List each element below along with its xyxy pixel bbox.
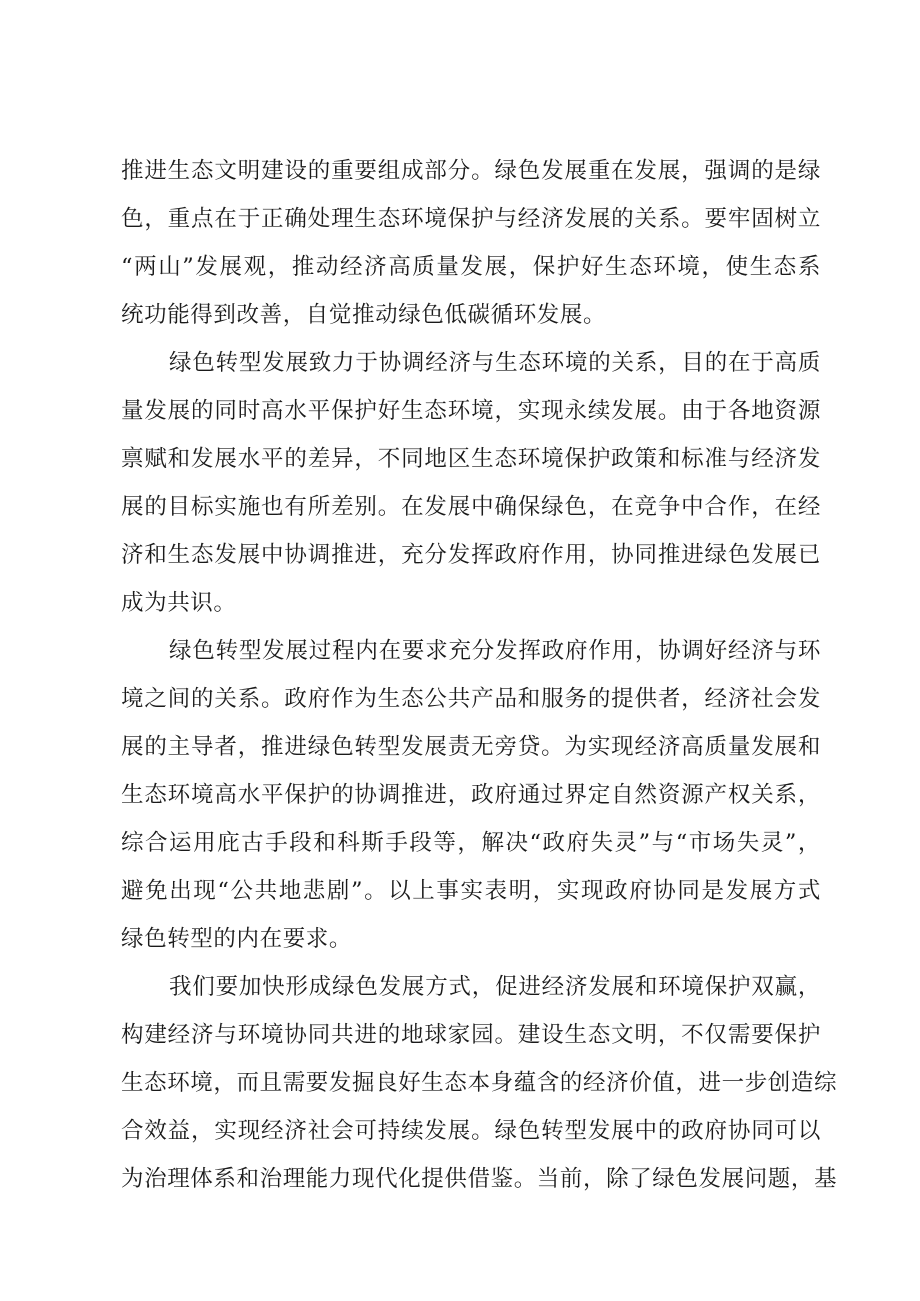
text-line: 推进生态文明建设的重要组成部分。绿色发展重在发展，强调的是绿 — [121, 158, 821, 184]
text-line: 绿色转型的内在要求。 — [121, 926, 353, 952]
text-line: 综合运用庇古手段和科斯手段等，解决“政府失灵”与“市场失灵”， — [121, 830, 821, 856]
text-line: 禀赋和发展水平的差异，不同地区生态环境保护政策和标准与经济发 — [121, 446, 821, 472]
text-line: 绿色转型发展过程内在要求充分发挥政府作用，协调好经济与环 — [169, 638, 821, 664]
text-line: 境之间的关系。政府作为生态公共产品和服务的提供者，经济社会发 — [121, 686, 821, 712]
text-line: 避免出现“公共地悲剧”。以上事实表明，实现政府协同是发展方式 — [121, 878, 821, 904]
paragraph-3 — [121, 627, 821, 963]
paragraph-2 — [121, 339, 821, 627]
text-line: 生态环境，而且需要发掘良好生态本身蕴含的经济价值，进一步创造综 — [121, 1070, 838, 1096]
paragraph-4 — [121, 963, 838, 1203]
text-line: 展的目标实施也有所差别。在发展中确保绿色，在竞争中合作，在经 — [121, 494, 821, 520]
text-line: 成为共识。 — [121, 590, 237, 616]
body-text — [121, 147, 838, 1203]
text-line: 为治理体系和治理能力现代化提供借鉴。当前，除了绿色发展问题，基 — [121, 1166, 838, 1192]
paragraph-1 — [121, 147, 821, 339]
text-line: 济和生态发展中协调推进，充分发挥政府作用，协同推进绿色发展已 — [121, 542, 821, 568]
text-line: 生态环境高水平保护的协调推进，政府通过界定自然资源产权关系， — [121, 782, 821, 808]
text-line: 合效益，实现经济社会可持续发展。绿色转型发展中的政府协同可以 — [121, 1118, 821, 1144]
text-line: “两山”发展观，推动经济高质量发展，保护好生态环境，使生态系 — [121, 254, 821, 280]
text-line: 统功能得到改善，自觉推动绿色低碳循环发展。 — [121, 302, 607, 328]
text-line: 绿色转型发展致力于协调经济与生态环境的关系，目的在于高质 — [169, 350, 821, 376]
text-line: 构建经济与环境协同共进的地球家园。建设生态文明，不仅需要保护 — [121, 1022, 821, 1048]
text-line: 展的主导者，推进绿色转型发展责无旁贷。为实现经济高质量发展和 — [121, 734, 821, 760]
text-line: 色，重点在于正确处理生态环境保护与经济发展的关系。要牢固树立 — [121, 206, 821, 232]
text-line: 量发展的同时高水平保护好生态环境，实现永续发展。由于各地资源 — [121, 398, 821, 424]
text-line: 我们要加快形成绿色发展方式，促进经济发展和环境保护双赢， — [169, 974, 821, 1000]
